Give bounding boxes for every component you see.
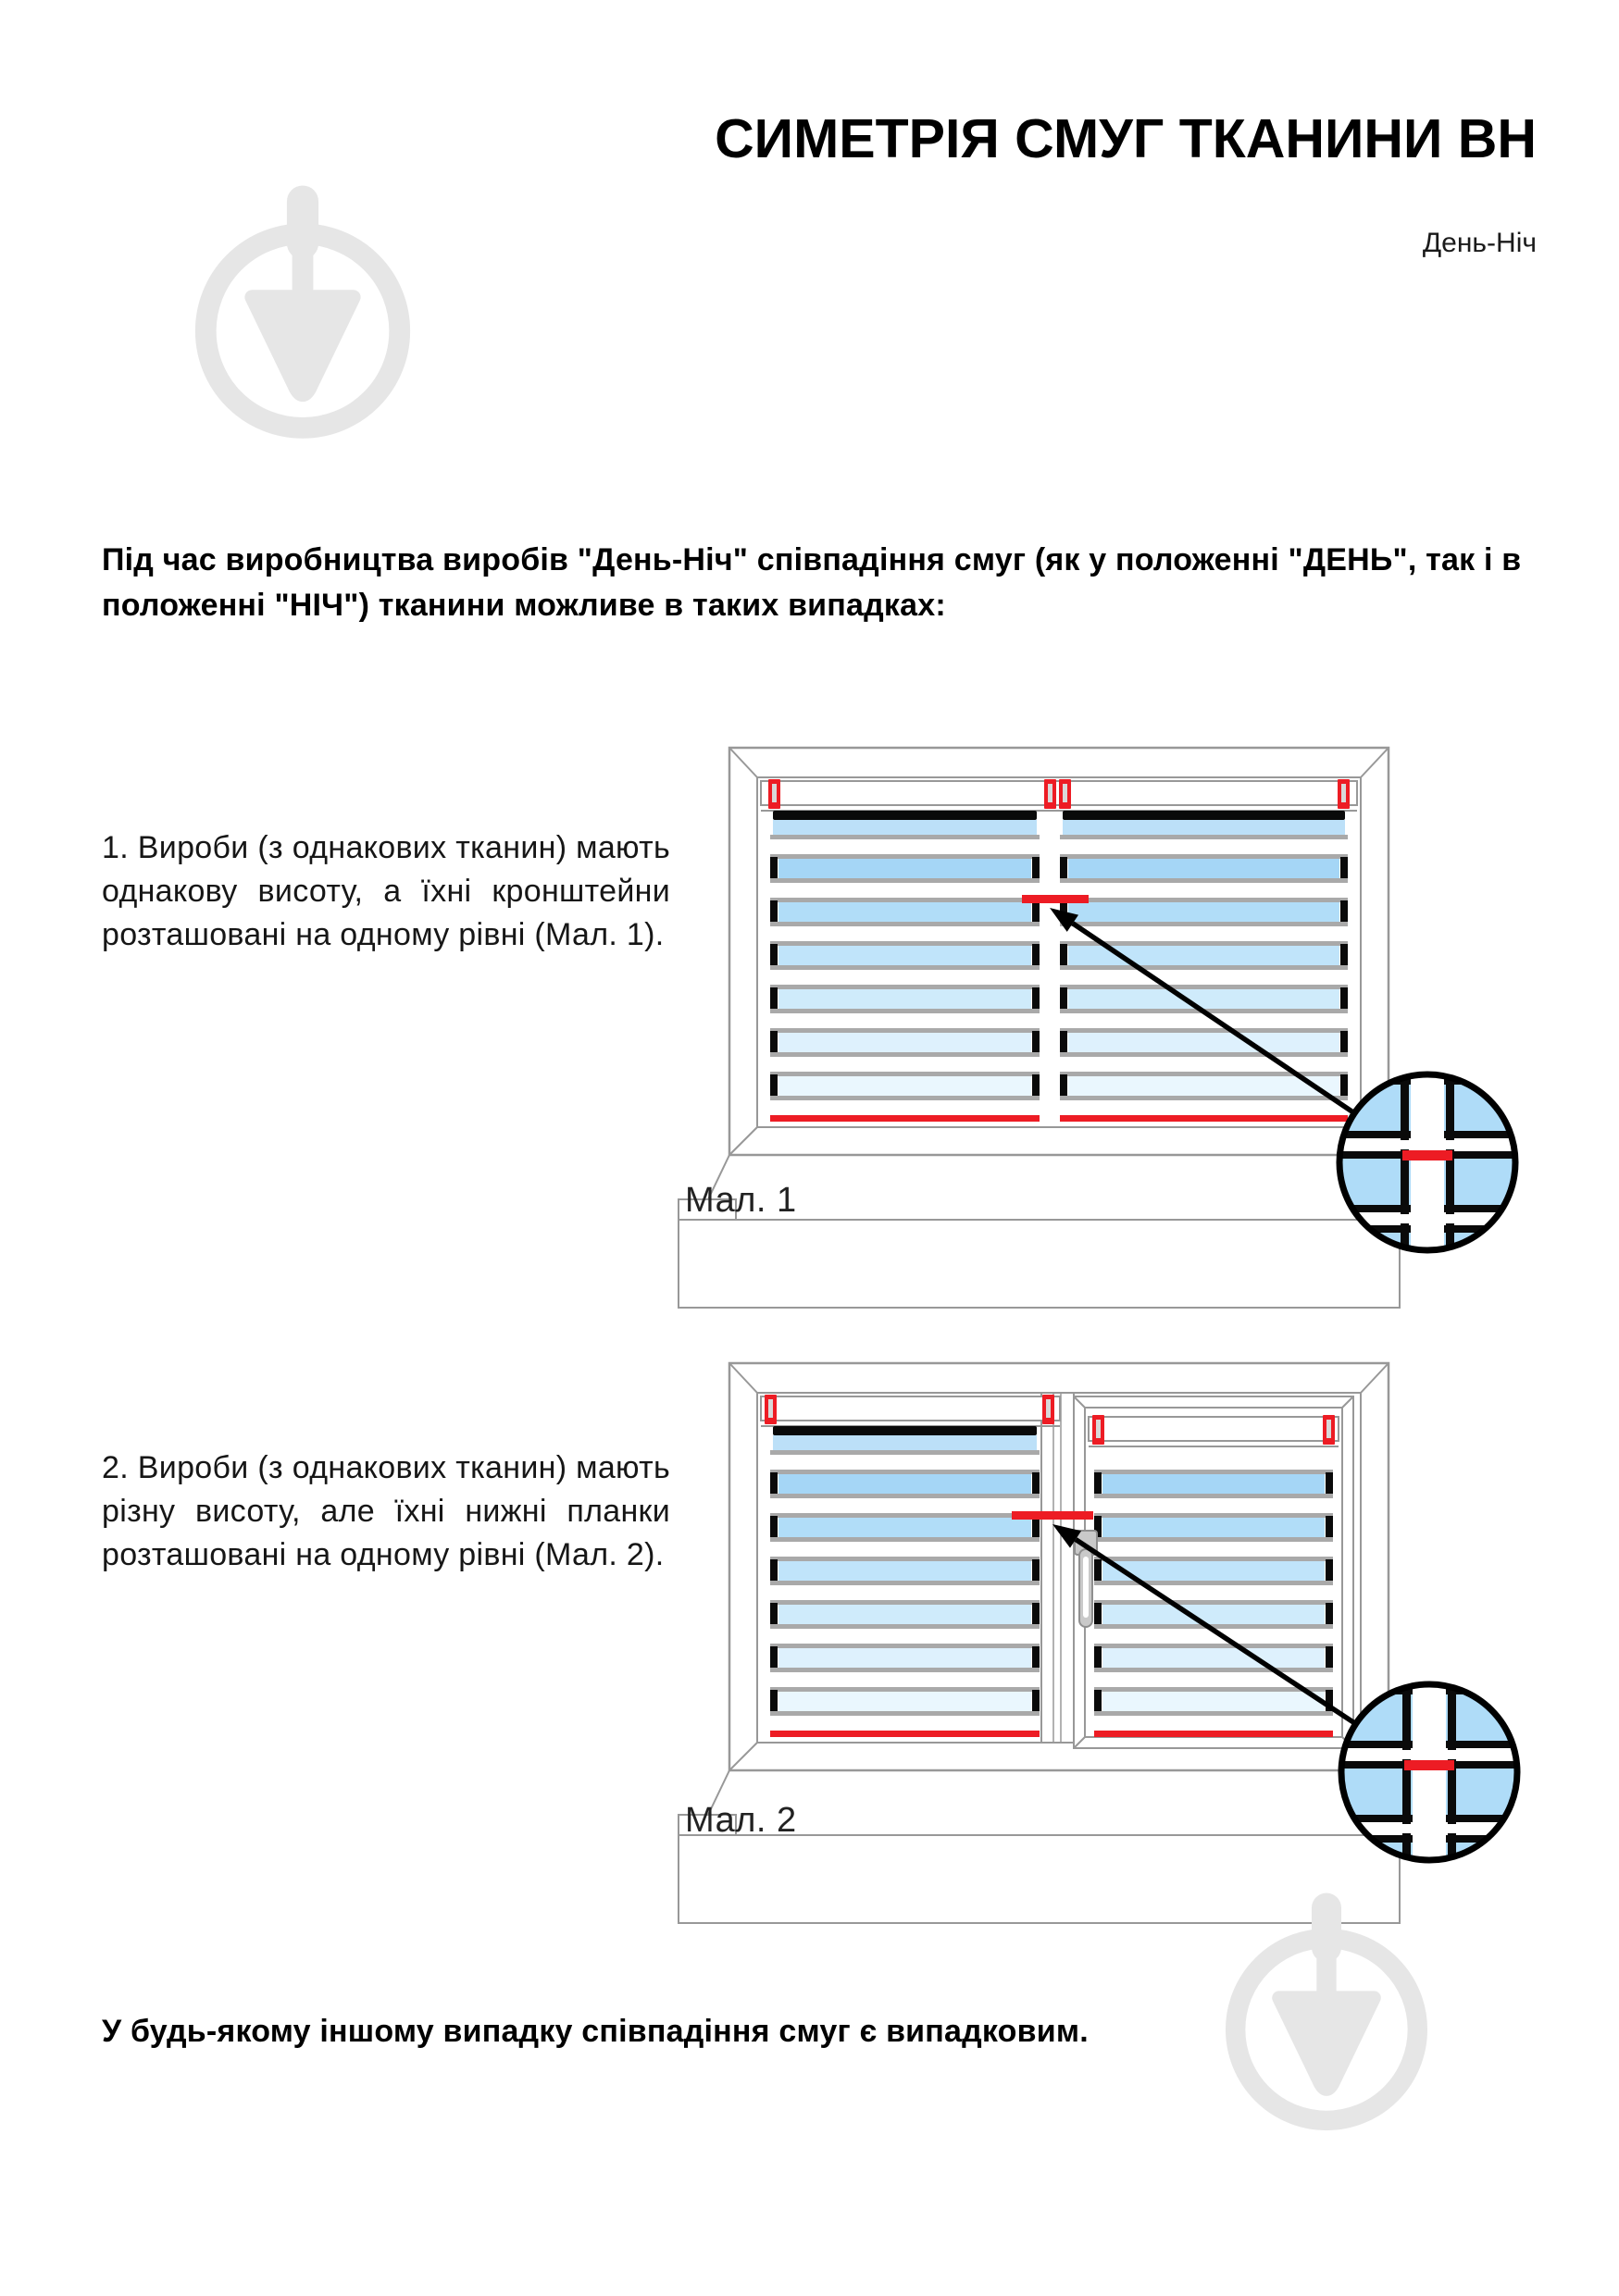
stripe-match-mark [1012,1511,1093,1520]
case-2-paragraph: 2. Вироби (з однакових тканин) мають різну висоту, але їхні нижні планки розташовані на одному рівні (Мал. 2). [102,1450,670,1572]
mounting-bracket-icon [768,779,780,809]
bottom-weight-bar [1060,1115,1348,1122]
stripe-match-mark [1022,895,1089,903]
case-1-paragraph: 1. Вироби (з однакових тканин) мають однакову висоту, а їхні кронштейни розташовані на одному рівні (Мал. 1). [102,830,670,952]
day-night-blind [1060,811,1348,1122]
mounting-bracket-icon [1323,1415,1335,1445]
mounting-bracket-icon [1338,779,1350,809]
day-night-blind [770,1426,1040,1737]
mounting-bracket-icon [1092,1415,1104,1445]
window-mullion [1041,1393,1074,1743]
bottom-weight-bar [1094,1731,1333,1737]
blind-header-rail [761,779,1357,811]
page-subtitle: День-Ніч [1422,228,1537,258]
page-title: СИМЕТРІЯ СМУГ ТКАНИНИ ВН [715,108,1537,169]
mounting-bracket-icon [1044,779,1056,809]
mounting-bracket-icon [1059,779,1071,809]
bottom-weight-bar [770,1731,1040,1737]
intro-paragraph: Під час виробництва виробів "День-Ніч" співпадіння смуг (як у положенні "ДЕНЬ", так і в положенні "НІЧ") тканини можливе в таких випадках: [102,542,1522,623]
brand-watermark-trowel-icon [1198,1856,1455,2158]
bottom-weight-bar [770,1115,1040,1122]
figure-1-caption: Мал. 1 [685,1181,797,1220]
figure-1-window-diagram [671,717,1560,1347]
window-sill [679,1155,1400,1308]
day-night-blind [770,811,1040,1122]
brand-watermark-trowel-icon [166,146,440,468]
footer-note: У будь-якому іншому випадку співпадіння смуг є випадковим. [102,2014,1089,2049]
mounting-bracket-icon [765,1395,777,1424]
mounting-bracket-icon [1042,1395,1054,1424]
blind-header-rail [1089,1415,1339,1446]
figure-2-caption: Мал. 2 [685,1801,797,1840]
blind-header-rail [761,1395,1060,1426]
